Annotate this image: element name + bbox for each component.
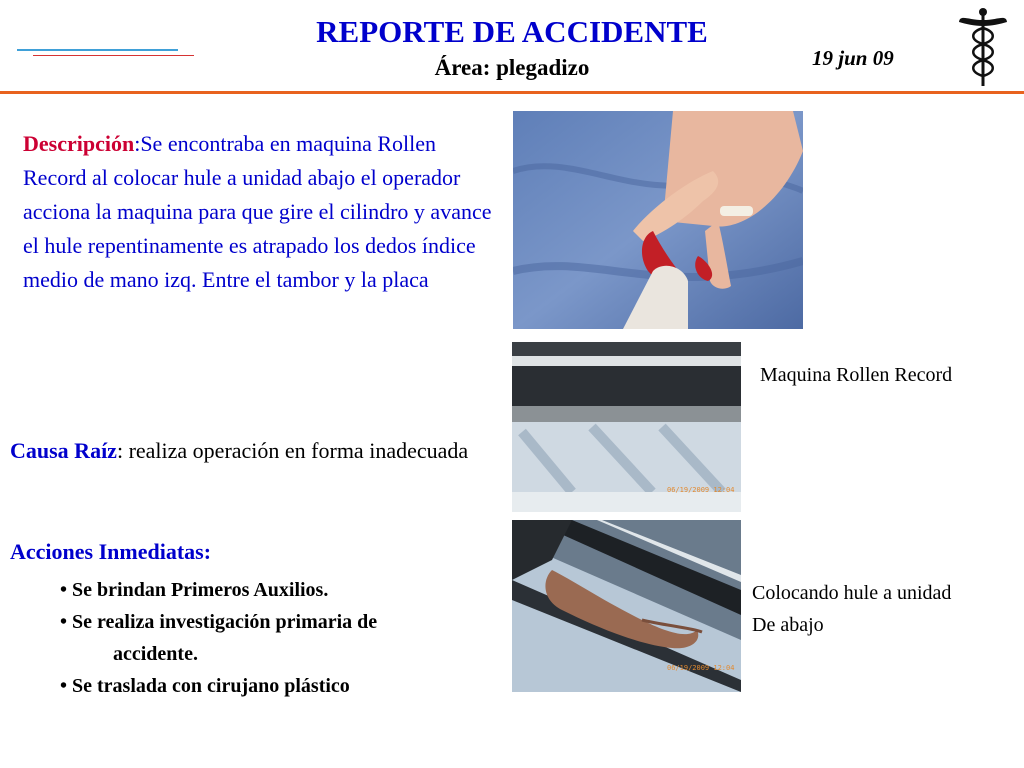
page-title: REPORTE DE ACCIDENTE [316, 14, 708, 49]
root-cause-block [10, 434, 490, 468]
rubber-caption-line2: De abajo [752, 614, 824, 636]
machine-caption: Maquina Rollen Record [760, 364, 953, 386]
description-label: Descripción [23, 131, 135, 156]
actions-list [60, 574, 490, 702]
photo-timestamp: 06/19/2009 12:04 [667, 664, 735, 672]
decorative-line-red [33, 55, 194, 56]
area-subtitle: Área: plegadizo [434, 55, 590, 80]
photo-timestamp: 06/19/2009 12:04 [667, 486, 735, 494]
injured-hand-photo [513, 111, 803, 329]
root-cause-label: Causa Raíz [10, 438, 117, 463]
caduceus-icon [958, 6, 1008, 88]
description-block [23, 127, 493, 297]
action-item: • Se brindan Primeros Auxilios. [60, 579, 329, 601]
header-divider [0, 91, 1024, 94]
actions-heading: Acciones Inmediatas: [10, 539, 212, 564]
decorative-line-blue [17, 49, 178, 51]
rubber-caption [752, 577, 951, 641]
report-date: 19 jun 09 [812, 46, 894, 70]
description-text: :Se encontraba en maquina Rollen Record al colocar hule a unidad abajo el operador acciona la maquina para que gire el cilindro y avance el hule repentinamente es atrapado los dedos índice medio de mano izq. Entre el tambor y la placa [23, 131, 492, 292]
action-item-continuation: accidente. [113, 643, 198, 665]
rollen-record-machine-photo [512, 342, 741, 512]
root-cause-text: : realiza operación en forma inadecuada [116, 438, 469, 463]
action-item: • Se realiza investigación primaria de [60, 611, 378, 633]
action-item: • Se traslada con cirujano plástico [60, 675, 350, 697]
rubber-caption-line1: Colocando hule a unidad [752, 582, 952, 604]
placing-rubber-photo [512, 520, 741, 692]
